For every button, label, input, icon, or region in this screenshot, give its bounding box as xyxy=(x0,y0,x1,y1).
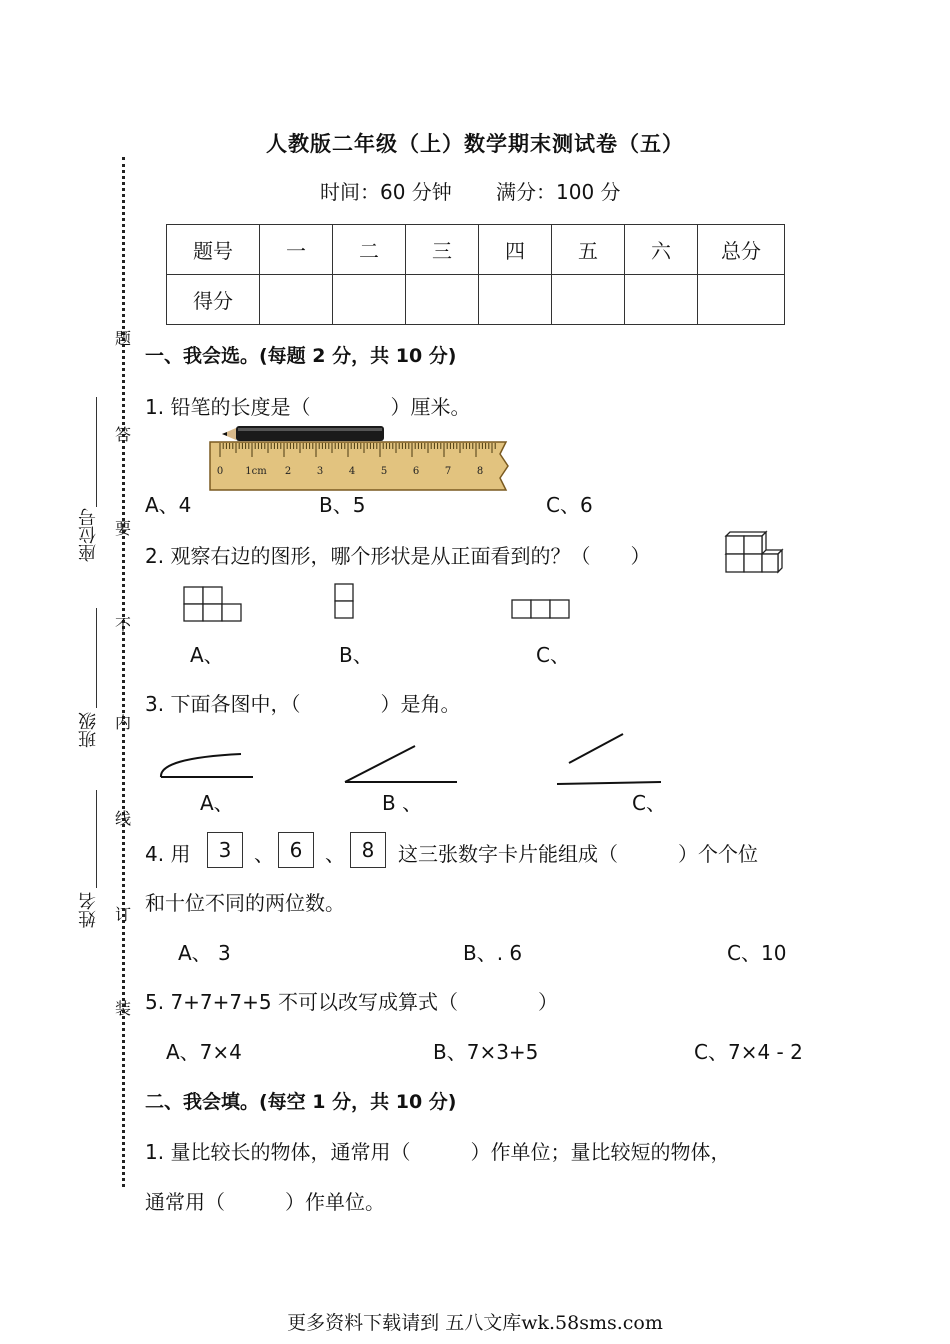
number-card-8: 8 xyxy=(350,832,386,868)
question-4-line2: 和十位不同的两位数。 xyxy=(145,891,345,915)
score-input-cell[interactable] xyxy=(406,275,479,325)
binding-char: 题 xyxy=(115,329,132,348)
binding-char: 内 xyxy=(115,713,132,732)
question-3-text: 3. 下面各图中，（ ）是角。 xyxy=(145,692,461,716)
binding-char: 不 xyxy=(115,615,132,634)
table-cell: 一 xyxy=(260,225,333,275)
score-table xyxy=(166,224,785,325)
table-cell: 二 xyxy=(333,225,406,275)
table-cell: 五 xyxy=(552,225,625,275)
card-separator: 、 xyxy=(254,842,274,866)
q3-option-c[interactable]: C、 xyxy=(632,791,666,815)
binding-char: 线 xyxy=(115,809,132,828)
table-cell: 六 xyxy=(625,225,698,275)
q3-figure-b xyxy=(345,746,415,782)
score-input-cell[interactable] xyxy=(479,275,552,325)
binding-char: 答 xyxy=(115,425,132,444)
q1-option-b[interactable]: B、5 xyxy=(319,493,366,517)
name-label: 姓名 xyxy=(78,892,99,928)
q5-option-a[interactable]: A、7×4 xyxy=(166,1040,242,1064)
fill-question-1-line2: 通常用（ ）作单位。 xyxy=(145,1190,385,1214)
ruler-label: 1cm xyxy=(245,466,267,477)
question-1-text: 1. 铅笔的长度是（ ）厘米。 xyxy=(145,395,471,419)
page-title: 人教版二年级（上）数学期末测试卷（五） xyxy=(266,132,684,156)
ruler-label: 7 xyxy=(444,466,452,477)
q5-option-c[interactable]: C、7×4 - 2 xyxy=(694,1040,803,1064)
question-4-suffix: 这三张数字卡片能组成（ ）个个位 xyxy=(398,842,758,866)
q4-option-c[interactable]: C、10 xyxy=(727,941,787,965)
q5-option-b[interactable]: B、7×3+5 xyxy=(433,1040,539,1064)
footer-source-text: 更多资料下载请到 五八文库wk.58sms.com xyxy=(287,1312,663,1334)
ruler-label: 0 xyxy=(216,466,224,477)
q4-option-a[interactable]: A、 3 xyxy=(178,941,231,965)
binding-char: 要 xyxy=(115,519,132,538)
fill-question-1-line1: 1. 量比较长的物体，通常用（ ）作单位；量比较短的物体， xyxy=(145,1140,731,1164)
q2-shape-c xyxy=(510,598,574,622)
number-card-6: 6 xyxy=(278,832,314,868)
question-5-text: 5. 7+7+7+5 不可以改写成算式（ ） xyxy=(145,990,558,1014)
angle-figures xyxy=(155,730,665,790)
table-cell: 题号 xyxy=(167,225,260,275)
ruler-label: 5 xyxy=(380,466,388,477)
ruler-label: 4 xyxy=(348,466,356,477)
q3-figure-a xyxy=(161,754,241,777)
pencil-ruler-image xyxy=(208,422,510,492)
seat-number-label: 座位号 xyxy=(78,508,99,562)
score-input-cell[interactable] xyxy=(260,275,333,325)
q2-option-b[interactable]: B、 xyxy=(339,643,373,667)
name-blank[interactable] xyxy=(96,790,97,888)
table-cell: 得分 xyxy=(167,275,260,325)
q2-shape-a xyxy=(182,585,244,625)
q2-option-c[interactable]: C、 xyxy=(536,643,570,667)
exam-time: 时间：60 分钟 xyxy=(320,180,452,204)
question-2-text: 2. 观察右边的图形，哪个形状是从正面看到的？（ ） xyxy=(145,544,651,568)
q2-option-a[interactable]: A、 xyxy=(190,643,224,667)
ruler-label: 3 xyxy=(316,466,324,477)
score-table-score-row xyxy=(167,275,785,325)
binding-char: 订 xyxy=(115,905,132,924)
question-4-prefix: 4. 用 xyxy=(145,842,191,866)
card-separator: 、 xyxy=(325,842,345,866)
ruler-label: 2 xyxy=(284,466,292,477)
class-label: 班级 xyxy=(78,712,99,748)
score-input-cell[interactable] xyxy=(333,275,406,325)
binding-char: 装 xyxy=(115,999,132,1018)
q3-option-b[interactable]: B 、 xyxy=(382,791,423,815)
section-heading-2: 二、我会填。(每空 1 分，共 10 分) xyxy=(145,1091,457,1113)
q2-shape-b xyxy=(333,582,355,622)
score-input-cell[interactable] xyxy=(698,275,785,325)
score-input-cell[interactable] xyxy=(552,275,625,325)
number-card-3: 3 xyxy=(207,832,243,868)
q4-option-b[interactable]: B、. 6 xyxy=(463,941,523,965)
ruler-label: 6 xyxy=(412,466,420,477)
ruler-label: 8 xyxy=(476,466,484,477)
seat-number-blank[interactable] xyxy=(96,397,97,507)
q1-option-a[interactable]: A、4 xyxy=(145,493,192,517)
binding-dotted-line xyxy=(122,157,125,1187)
full-score: 满分：100 分 xyxy=(496,180,621,204)
q1-option-c[interactable]: C、6 xyxy=(546,493,593,517)
cube-figure xyxy=(722,528,788,576)
score-input-cell[interactable] xyxy=(625,275,698,325)
section-heading-1: 一、我会选。(每题 2 分，共 10 分) xyxy=(145,345,457,367)
score-table-header-row xyxy=(167,225,785,275)
q3-figure-c xyxy=(569,734,623,763)
table-cell: 总分 xyxy=(698,225,785,275)
q3-option-a[interactable]: A、 xyxy=(200,791,234,815)
table-cell: 四 xyxy=(479,225,552,275)
class-blank[interactable] xyxy=(96,608,97,708)
table-cell: 三 xyxy=(406,225,479,275)
